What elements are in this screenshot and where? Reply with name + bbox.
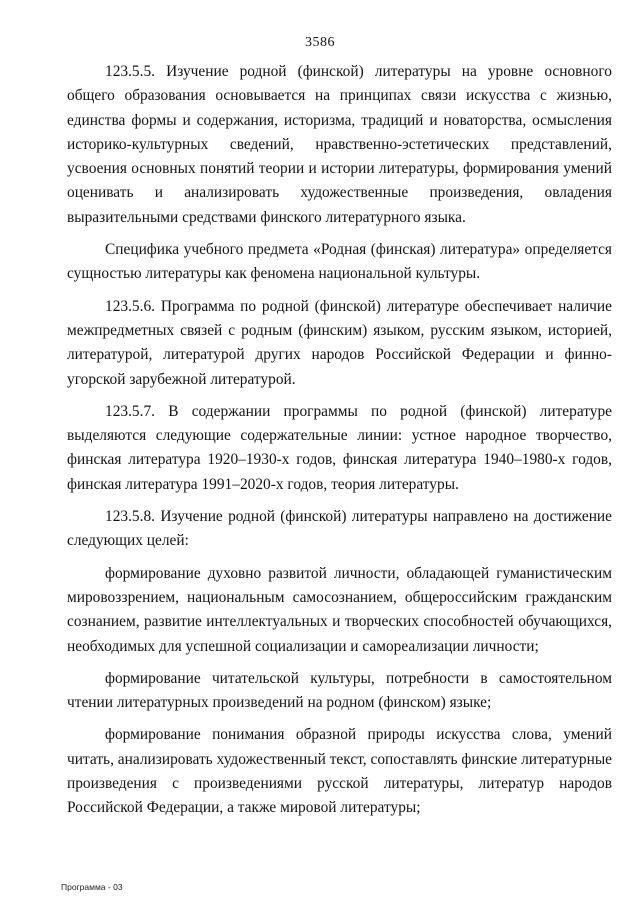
page-number: 3586 [305,35,335,50]
paragraph-123-5-8: 123.5.8. Изучение родной (финской) литературы направлено на достижение следующих целей: [67,508,612,550]
goal-item-figurative-nature: формирование понимания образной природы искусства слова, умений читать, анализировать художественный текст, сопоставлять финские литературные произведения с произведениями русской литературы, литератур народов Российской Федерации, а также мировой литературы; [67,726,612,817]
paragraph-123-5-7: 123.5.7. В содержании программы по родной (финской) литературе выделяются следующие содержательные линии: устное народное творчество, финская литература 1920–1930-х годов, финская литература 1940–1980-х годов, финская литература 1991–2020-х годов, теория литературы. [67,402,612,493]
paragraph-subject-specifics: Специфика учебного предмета «Родная (финская) литература» определяется сущностью литературы как феномена национальной культуры. [67,241,612,283]
paragraph-123-5-5: 123.5.5. Изучение родной (финской) литературы на уровне основного общего образования основывается на принципах связи искусства с жизнью, единства формы и содержания, историзма, традиций и новаторства, осмысления историко-культурных сведений, нравственно-эстетических представлений, усвоения основных понятий теории и истории литературы, формирования умений оценивать и анализировать художественные произведения, овладения выразительными средствами финского литературного языка. [67,63,612,226]
footer-label: Программа - 03 [61,882,123,892]
paragraph-123-5-6: 123.5.6. Программа по родной (финской) литературе обеспечивает наличие межпредметных связей с родным (финским) языком, русским языком, историей, литературой, литературой других народов Российской Федерации и финно-угорской зарубежной литературой. [67,297,612,388]
goal-item-reading-culture: формирование читательской культуры, потребности в самостоятельном чтении литературных произведений на родном (финском) языке; [67,669,612,712]
document-body [67,60,612,829]
goal-item-personality: формирование духовно развитой личности, обладающей гуманистическим мировоззрением, национальным самосознанием, общероссийским гражданским сознанием, развитие интеллектуальных и творческих способностей обучающихся, необходимых для успешной социализации и самореализации личности; [67,564,612,655]
